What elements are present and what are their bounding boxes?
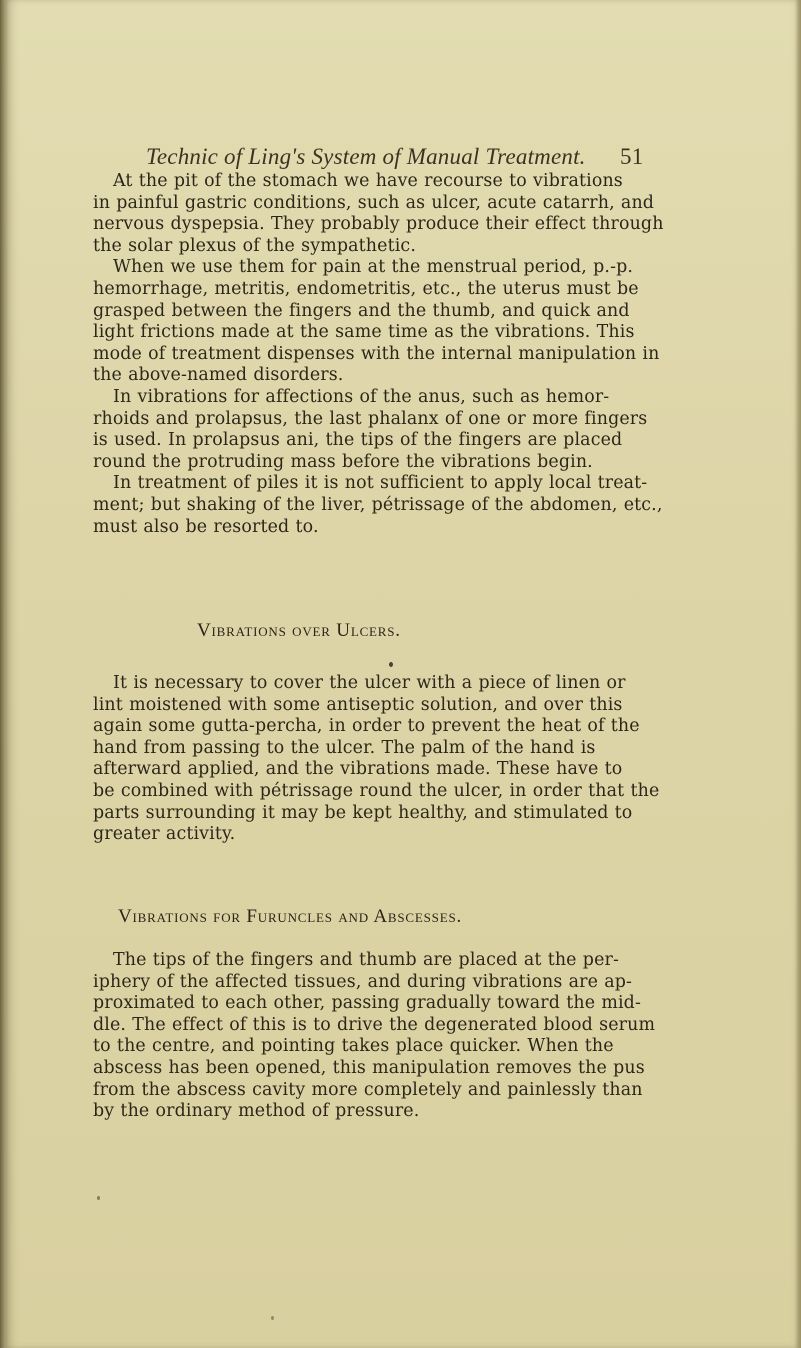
text-line: nervous dyspepsia. They probably produce their effect through [93,214,664,235]
text-line: rhoids and prolapsus, the last phalanx of one or more fingers [93,408,648,429]
text-line: lint moistened with some antiseptic solution, and over this [93,694,623,715]
page-edge [795,0,801,1348]
binding-gutter [0,0,8,1348]
text-line: greater activity. [93,824,236,845]
text-line: the above-named disorders. [93,365,344,386]
section-heading-furuncles: Vibrations for Furuncles and Abscesses. [118,906,463,927]
text-line: must also be resorted to. [93,516,319,537]
text-line: round the protruding mass before the vibrations begin. [93,451,593,472]
text-line: In treatment of piles it is not sufficient to apply local treat- [113,473,648,494]
running-head-title: Technic of Ling's System of Manual Treatment. [146,144,586,169]
text-line: proximated to each other, passing gradually toward the mid- [93,993,641,1014]
text-line: hemorrhage, metritis, endometritis, etc., the uterus must be [93,278,639,299]
section-ulcers-paragraph [93,673,693,846]
ink-speck [97,1196,100,1200]
text-line: ment; but shaking of the liver, pétrissage of the abdomen, etc., [93,494,663,515]
text-line: parts surrounding it may be kept healthy, and stimulated to [93,802,633,823]
text-line: It is necessary to cover the ulcer with a piece of linen or [113,673,626,693]
text-line: the solar plexus of the sympathetic. [93,235,417,256]
section-furuncles-paragraph [93,950,693,1123]
text-line: afterward applied, and the vibrations made. These have to [93,759,623,780]
text-line: The tips of the fingers and thumb are placed at the per- [113,950,620,970]
text-line: to the centre, and pointing takes place quicker. When the [93,1036,614,1057]
ink-speck [271,1316,274,1320]
text-line: again some gutta-percha, in order to prevent the heat of the [93,716,640,737]
text-line: is used. In prolapsus ani, the tips of the fingers are placed [93,430,623,451]
text-line: light frictions made at the same time as the vibrations. This [93,322,635,343]
text-line: from the abscess cavity more completely and painlessly than [93,1079,643,1100]
text-line: mode of treatment dispenses with the internal manipulation in [93,343,660,364]
text-line: dle. The effect of this is to drive the degenerated blood serum [93,1014,656,1035]
text-line: At the pit of the stomach we have recourse to vibrations [113,171,623,191]
section-heading-ulcers: Vibrations over Ulcers. [197,620,401,641]
ink-speck [389,662,393,667]
text-line: In vibrations for affections of the anus, such as hemor- [113,386,610,407]
page-number: 51 [620,144,644,169]
text-line: hand from passing to the ulcer. The palm of the hand is [93,737,596,758]
text-line: iphery of the affected tissues, and during vibrations are ap- [93,971,633,992]
text-line: grasped between the fingers and the thumb, and quick and [93,300,630,321]
text-line: be combined with pétrissage round the ulcer, in order that the [93,780,660,801]
running-head [146,144,786,170]
text-line: in painful gastric conditions, such as ulcer, acute catarrh, and [93,192,655,213]
intro-paragraphs [93,171,693,538]
text-line: abscess has been opened, this manipulation removes the pus [93,1057,645,1078]
text-line: by the ordinary method of pressure. [93,1101,420,1122]
text-line: When we use them for pain at the menstrual period, p.-p. [113,257,634,278]
